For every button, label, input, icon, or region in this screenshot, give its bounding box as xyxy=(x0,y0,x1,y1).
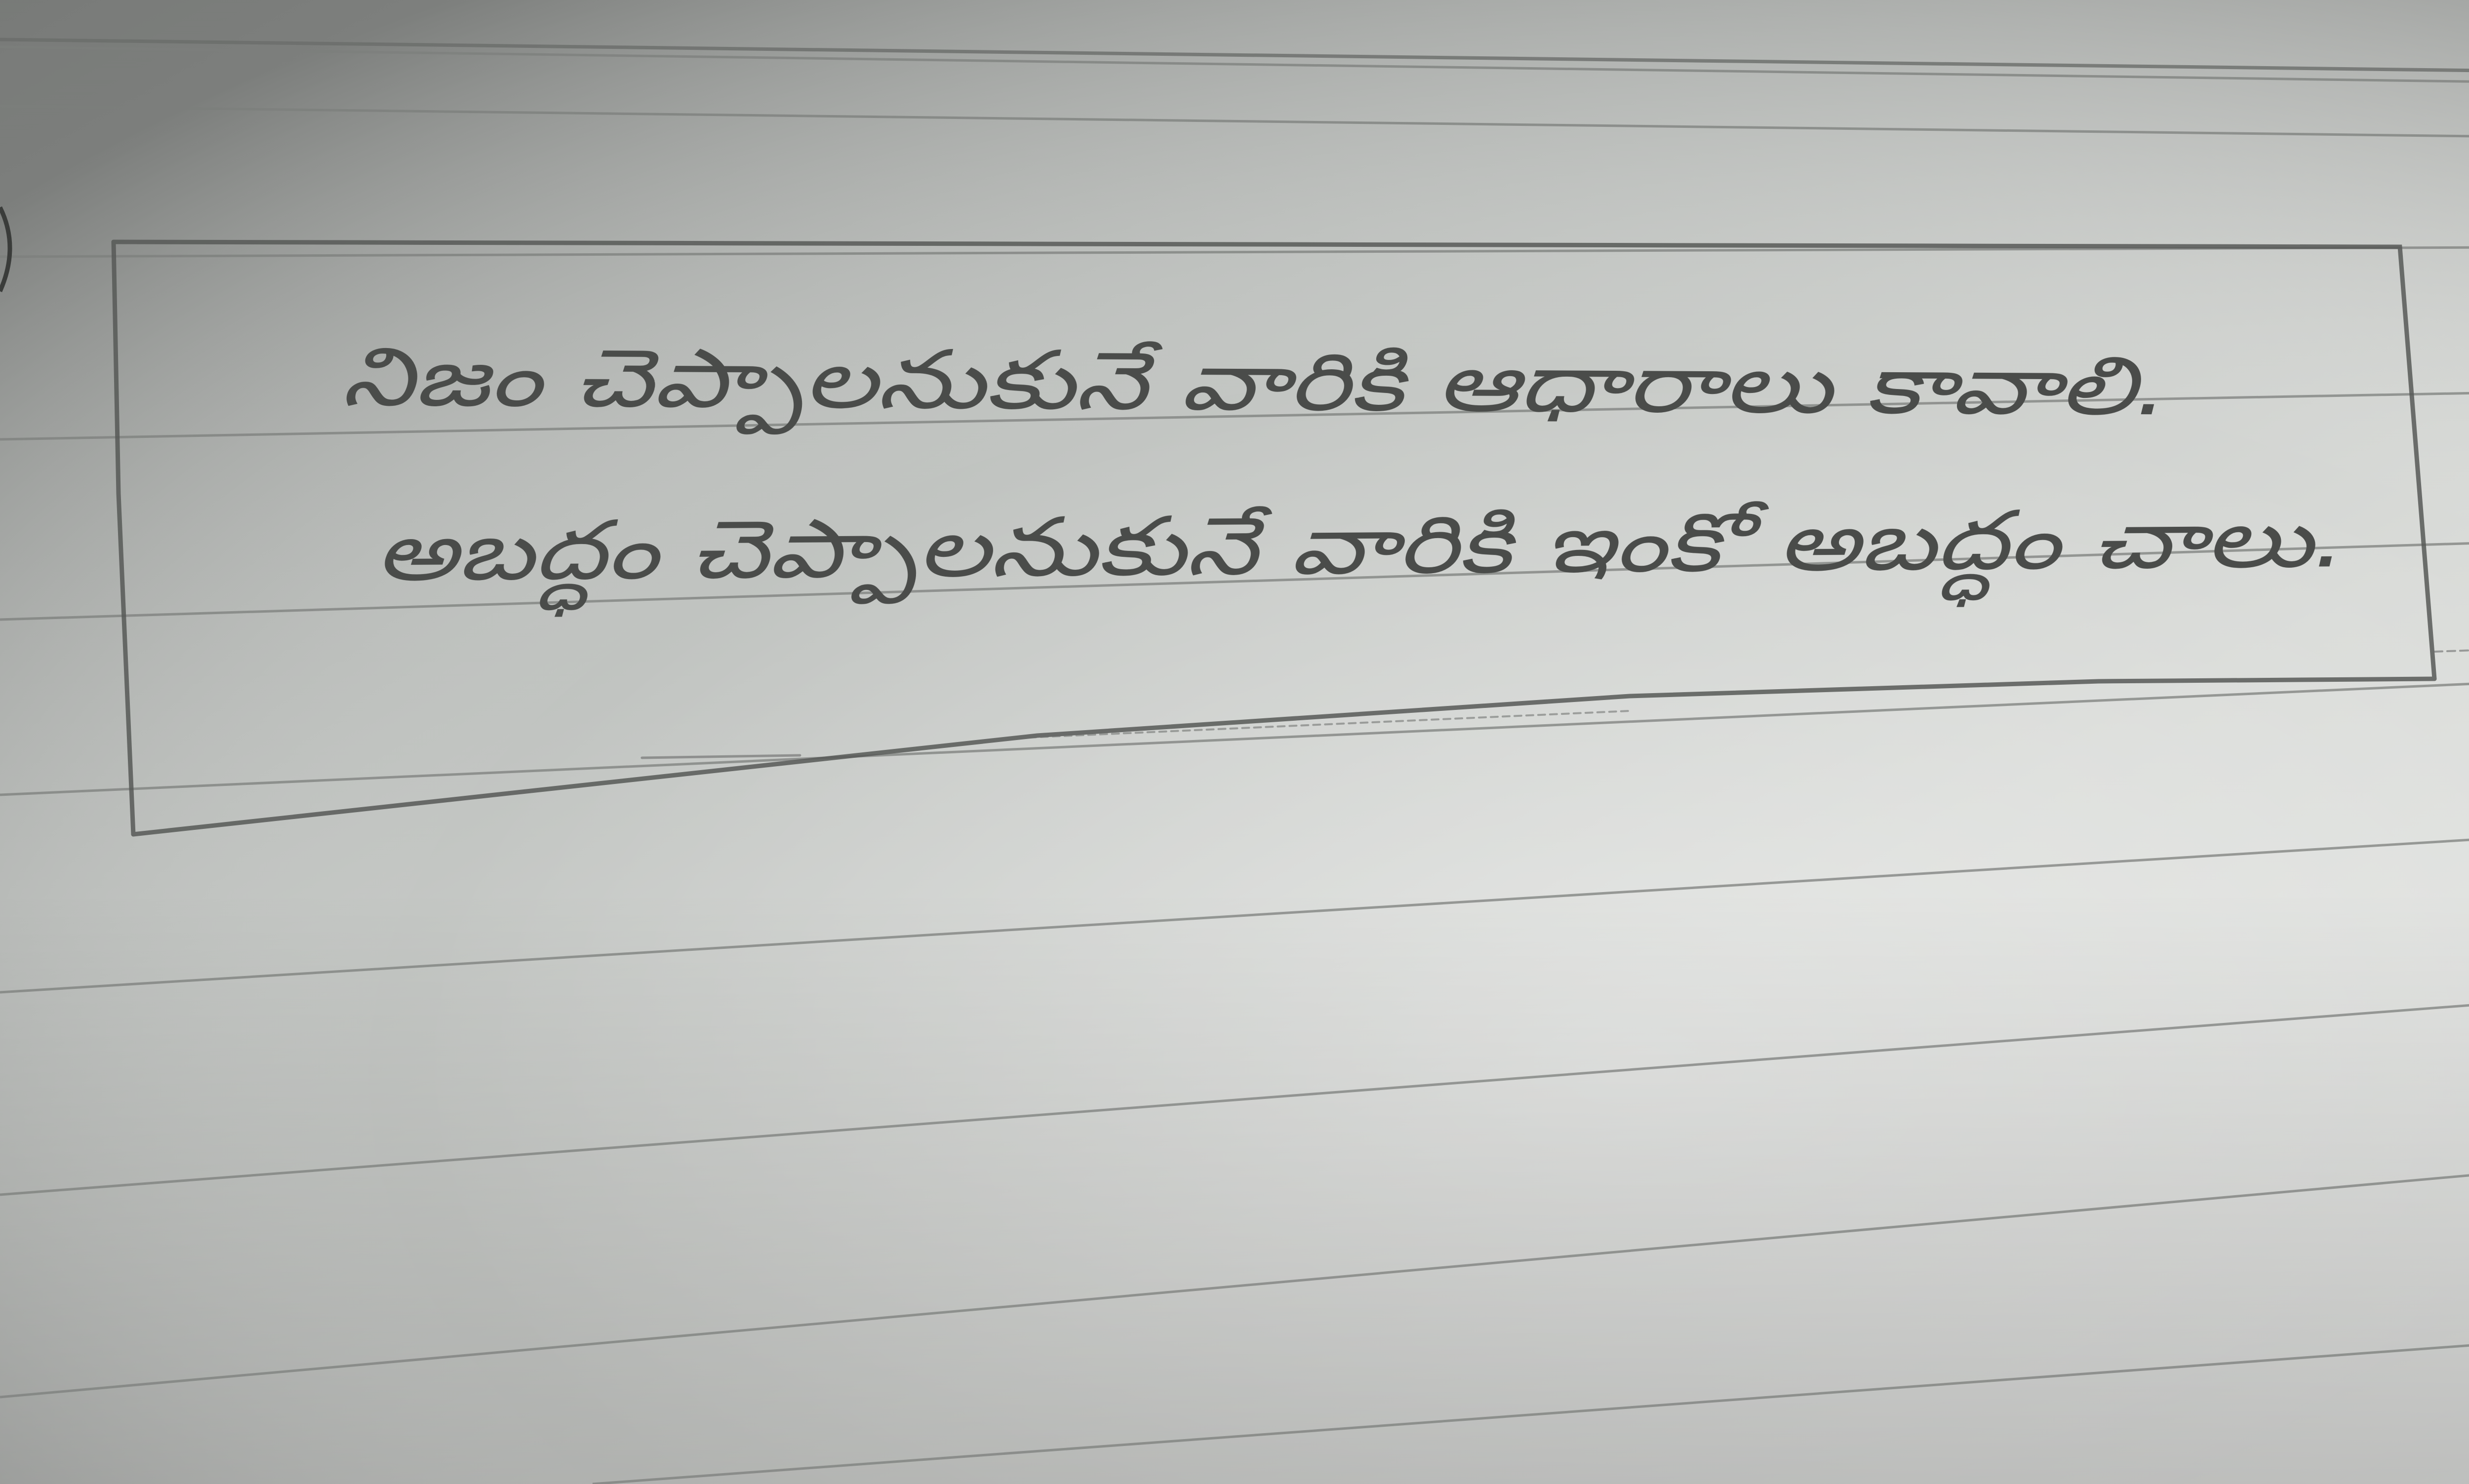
note-line-1: నిజం చెప్పాలనుకునే వారికి ఆధారాలు కావాలి. xyxy=(340,329,1782,432)
note-line-2: అబద్ధం చెప్పాలనుకునే వారికి ఇంకో అబద్ధం చాలు. xyxy=(374,493,1946,599)
